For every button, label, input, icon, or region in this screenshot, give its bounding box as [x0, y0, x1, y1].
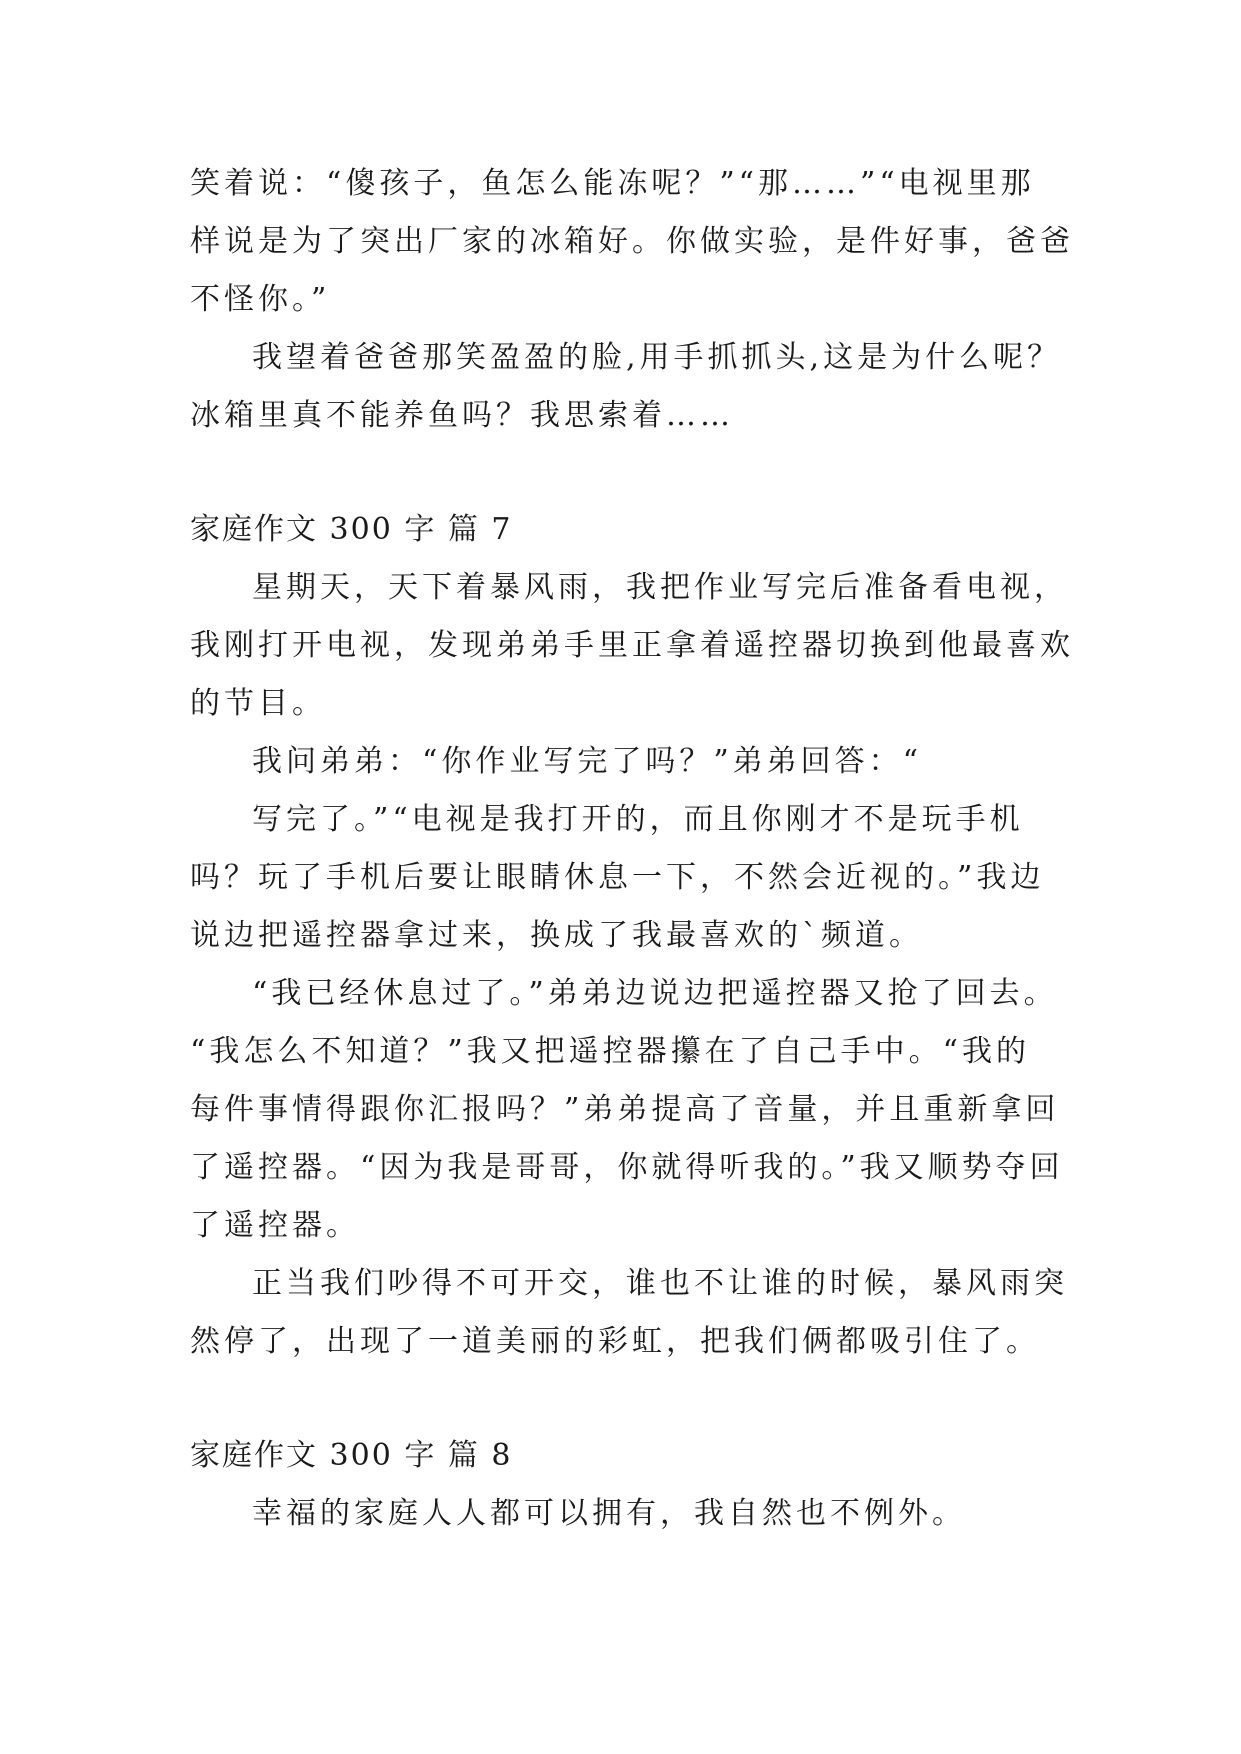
text-line: 正当我们吵得不可开交，谁也不让谁的时候，暴风雨突 — [252, 1266, 1068, 1301]
text-line: 冰箱里真不能养鱼吗？我思索着…… — [190, 398, 734, 433]
text-line: 我问弟弟：“你作业写完了吗？”弟弟回答：“ — [252, 744, 923, 779]
text-line: “我怎么不知道？”我又把遥控器攥在了自己手中。“我的 — [190, 1034, 1031, 1069]
text-line: 我刚打开电视，发现弟弟手里正拿着遥控器切换到他最喜欢 — [190, 628, 1074, 663]
section-heading: 家庭作文 300 字 篇 8 — [190, 1438, 513, 1473]
text-line: 我望着爸爸那笑盈盈的脸,用手抓抓头,这是为什么呢？ — [252, 340, 1062, 375]
text-line: 吗？玩了手机后要让眼睛休息一下，不然会近视的。”我边 — [190, 860, 1045, 895]
text-line: 的节目。 — [190, 686, 326, 721]
text-line: 不怪你。” — [190, 282, 331, 317]
text-line: 写完了。”“电视是我打开的，而且你刚才不是玩手机 — [252, 802, 1024, 837]
text-line: 笑着说：“傻孩子，鱼怎么能冻呢？”“那……”“电视里那 — [190, 166, 1035, 201]
text-line: “我已经休息过了。”弟弟边说边把遥控器又抢了回去。 — [252, 976, 1058, 1011]
text-line: 了遥控器。“因为我是哥哥，你就得听我的。”我又顺势夺回 — [190, 1150, 1064, 1185]
text-line: 然停了，出现了一道美丽的彩虹，把我们俩都吸引住了。 — [190, 1324, 1040, 1359]
section-heading: 家庭作文 300 字 篇 7 — [190, 512, 513, 547]
text-line: 说边把遥控器拿过来，换成了我最喜欢的`频道。 — [190, 918, 923, 953]
text-line: 样说是为了突出厂家的冰箱好。你做实验，是件好事，爸爸 — [190, 224, 1074, 259]
text-line: 星期天，天下着暴风雨，我把作业写完后准备看电视， — [252, 570, 1068, 605]
text-line: 了遥控器。 — [190, 1208, 360, 1243]
text-line: 幸福的家庭人人都可以拥有，我自然也不例外。 — [252, 1496, 966, 1531]
text-line: 每件事情得跟你汇报吗？”弟弟提高了音量，并且重新拿回 — [190, 1092, 1060, 1127]
